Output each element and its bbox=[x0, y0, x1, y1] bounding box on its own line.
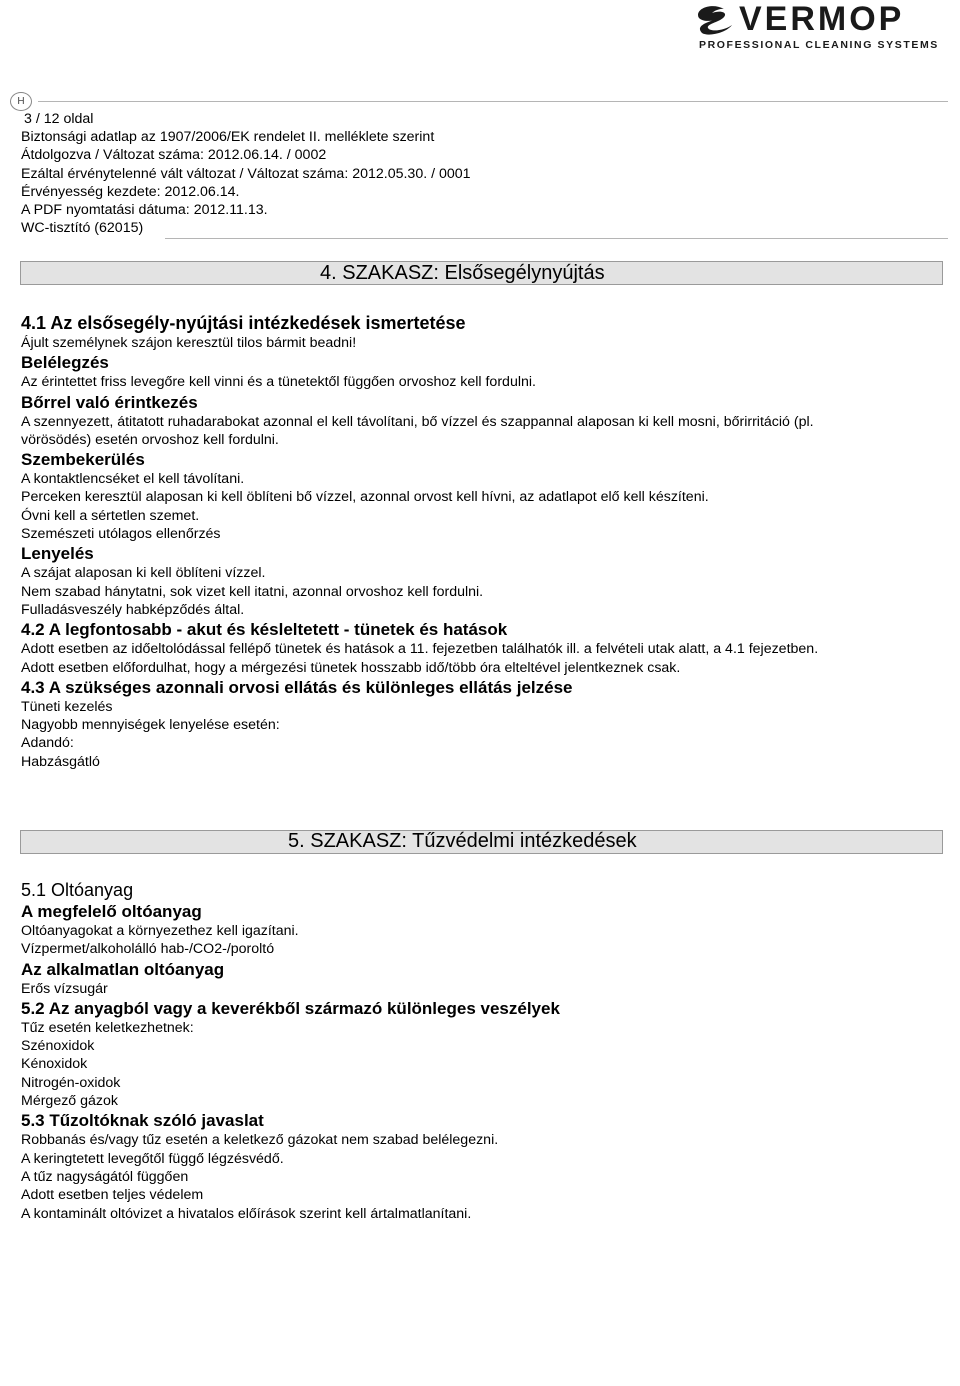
text-line: Perceken keresztül alaposan ki kell öblíteni bő vízzel, azonnal orvost kell hívni, az adatlapot elő kell készíteni. bbox=[21, 489, 709, 506]
text-line: Adott esetben teljes védelem bbox=[21, 1187, 204, 1204]
text-line: A kontaminált oltóvizet a hivatalos előírások szerint kell ártalmatlanítani. bbox=[21, 1205, 472, 1222]
eye-contact-title: Szembekerülés bbox=[21, 450, 145, 470]
subsection-5-3-title: 5.3 Tűzoltóknak szóló javaslat bbox=[21, 1111, 264, 1131]
header-line: Átdolgozva / Változat száma: 2012.06.14. / 0002 bbox=[21, 147, 327, 164]
text-line: A tűz nagyságától függően bbox=[21, 1168, 189, 1185]
header-bottom-divider bbox=[165, 238, 948, 239]
section-5-title: 5. SZAKASZ: Tűzvédelmi intézkedések bbox=[288, 830, 637, 852]
section-4-content bbox=[21, 312, 941, 771]
text-line: Robbanás és/vagy tűz esetén a keletkező gázokat nem szabad belélegezni. bbox=[21, 1132, 499, 1149]
document-header bbox=[21, 110, 471, 237]
unsuitable-media-title: Az alkalmatlan oltóanyag bbox=[21, 959, 225, 979]
text-line: Habzásgátló bbox=[21, 753, 100, 770]
text-line: Szénoxidok bbox=[21, 1038, 95, 1055]
text-line: A szennyezett, átitatott ruhadarabokat azonnal el kell távolítani, bő vízzel és szappannal alaposan ki kell mosni, bőrirritáció (pl. bbox=[21, 413, 814, 430]
page-number: 3 / 12 oldal bbox=[24, 111, 94, 127]
text-line: vörösödés) esetén orvoshoz kell fordulni. bbox=[21, 431, 279, 448]
language-badge: H bbox=[10, 92, 32, 111]
header-line: Biztonsági adatlap az 1907/2006/EK rendelet II. melléklete szerint bbox=[21, 129, 435, 146]
text-line: A szájat alaposan ki kell öblíteni vízzel. bbox=[21, 565, 266, 582]
text-line: Szemészeti utólagos ellenőrzés bbox=[21, 526, 221, 543]
header-line: Érvényesség kezdete: 2012.06.14. bbox=[21, 183, 240, 200]
subsection-5-2-title: 5.2 Az anyagból vagy a keverékből származó különleges veszélyek bbox=[21, 998, 560, 1018]
text-line: Kénoxidok bbox=[21, 1056, 88, 1073]
section-5-content bbox=[21, 880, 941, 1223]
header-line: Ezáltal érvénytelenné vált változat / Változat száma: 2012.05.30. / 0001 bbox=[21, 165, 471, 182]
header-line: A PDF nyomtatási dátuma: 2012.11.13. bbox=[21, 202, 268, 219]
text-line: Adott esetben előfordulhat, hogy a mérgezési tünetek hosszabb idő/több óra elteltével jelentkeznek csak. bbox=[21, 659, 681, 676]
logo-wordmark: VERMOP bbox=[739, 0, 905, 38]
suitable-media-title: A megfelelő oltóanyag bbox=[21, 902, 202, 921]
ingestion-title: Lenyelés bbox=[21, 544, 94, 564]
text-line: A kontaktlencséket el kell távolítani. bbox=[21, 471, 245, 488]
logo-tagline: PROFESSIONAL CLEANING SYSTEMS bbox=[699, 39, 939, 51]
text-line: Adandó: bbox=[21, 735, 74, 752]
text-line: A keringtetett levegőtől függő légzésvédő. bbox=[21, 1150, 284, 1167]
text-line: Tüneti kezelés bbox=[21, 698, 113, 715]
text-line: Nagyobb mennyiségek lenyelése esetén: bbox=[21, 717, 280, 734]
subsection-4-1-title: 4.1 Az elsősegély-nyújtási intézkedések ismertetése bbox=[21, 313, 466, 333]
text-line: Ájult személynek szájon keresztül tilos bármit beadni! bbox=[21, 335, 357, 351]
text-line: Mérgező gázok bbox=[21, 1093, 118, 1110]
text-line: Erős vízsugár bbox=[21, 980, 108, 997]
vermop-logo bbox=[694, 2, 956, 52]
text-line: Fulladásveszély habképződés által. bbox=[21, 601, 245, 618]
text-line: Nem szabad hánytatni, sok vizet kell itatni, azonnal orvoshoz kell fordulni. bbox=[21, 583, 484, 600]
skin-contact-title: Bőrrel való érintkezés bbox=[21, 392, 198, 412]
header-divider bbox=[38, 101, 948, 102]
text-line: Vízpermet/alkoholálló hab-/CO2-/poroltó bbox=[21, 941, 275, 958]
logo-swirl-icon bbox=[694, 5, 736, 35]
product-name: WC-tisztító (62015) bbox=[21, 220, 144, 237]
subsection-4-3-title: 4.3 A szükséges azonnali orvosi ellátás és különleges ellátás jelzése bbox=[21, 677, 573, 697]
text-line: Az érintettet friss levegőre kell vinni és a tünetektől függően orvoshoz kell fordulni. bbox=[21, 374, 536, 391]
text-line: Tűz esetén keletkezhetnek: bbox=[21, 1019, 194, 1036]
text-line: Adott esetben az időeltolódással fellépő tünetek és hatások a 11. fejezetben találhatók ill. a felvételi utak alatt, a 4.1 fejezetben. bbox=[21, 641, 819, 658]
text-line: Nitrogén-oxidok bbox=[21, 1074, 121, 1091]
section-4-title: 4. SZAKASZ: Elsősegélynyújtás bbox=[320, 262, 605, 284]
text-line: Oltóanyagokat a környezethez kell igazítani. bbox=[21, 923, 299, 939]
text-line: Óvni kell a sértetlen szemet. bbox=[21, 507, 200, 524]
inhalation-title: Belélegzés bbox=[21, 353, 109, 373]
subsection-5-1-title: 5.1 Oltóanyag bbox=[21, 880, 134, 900]
subsection-4-2-title: 4.2 A legfontosabb - akut és késleltetett - tünetek és hatások bbox=[21, 620, 508, 640]
